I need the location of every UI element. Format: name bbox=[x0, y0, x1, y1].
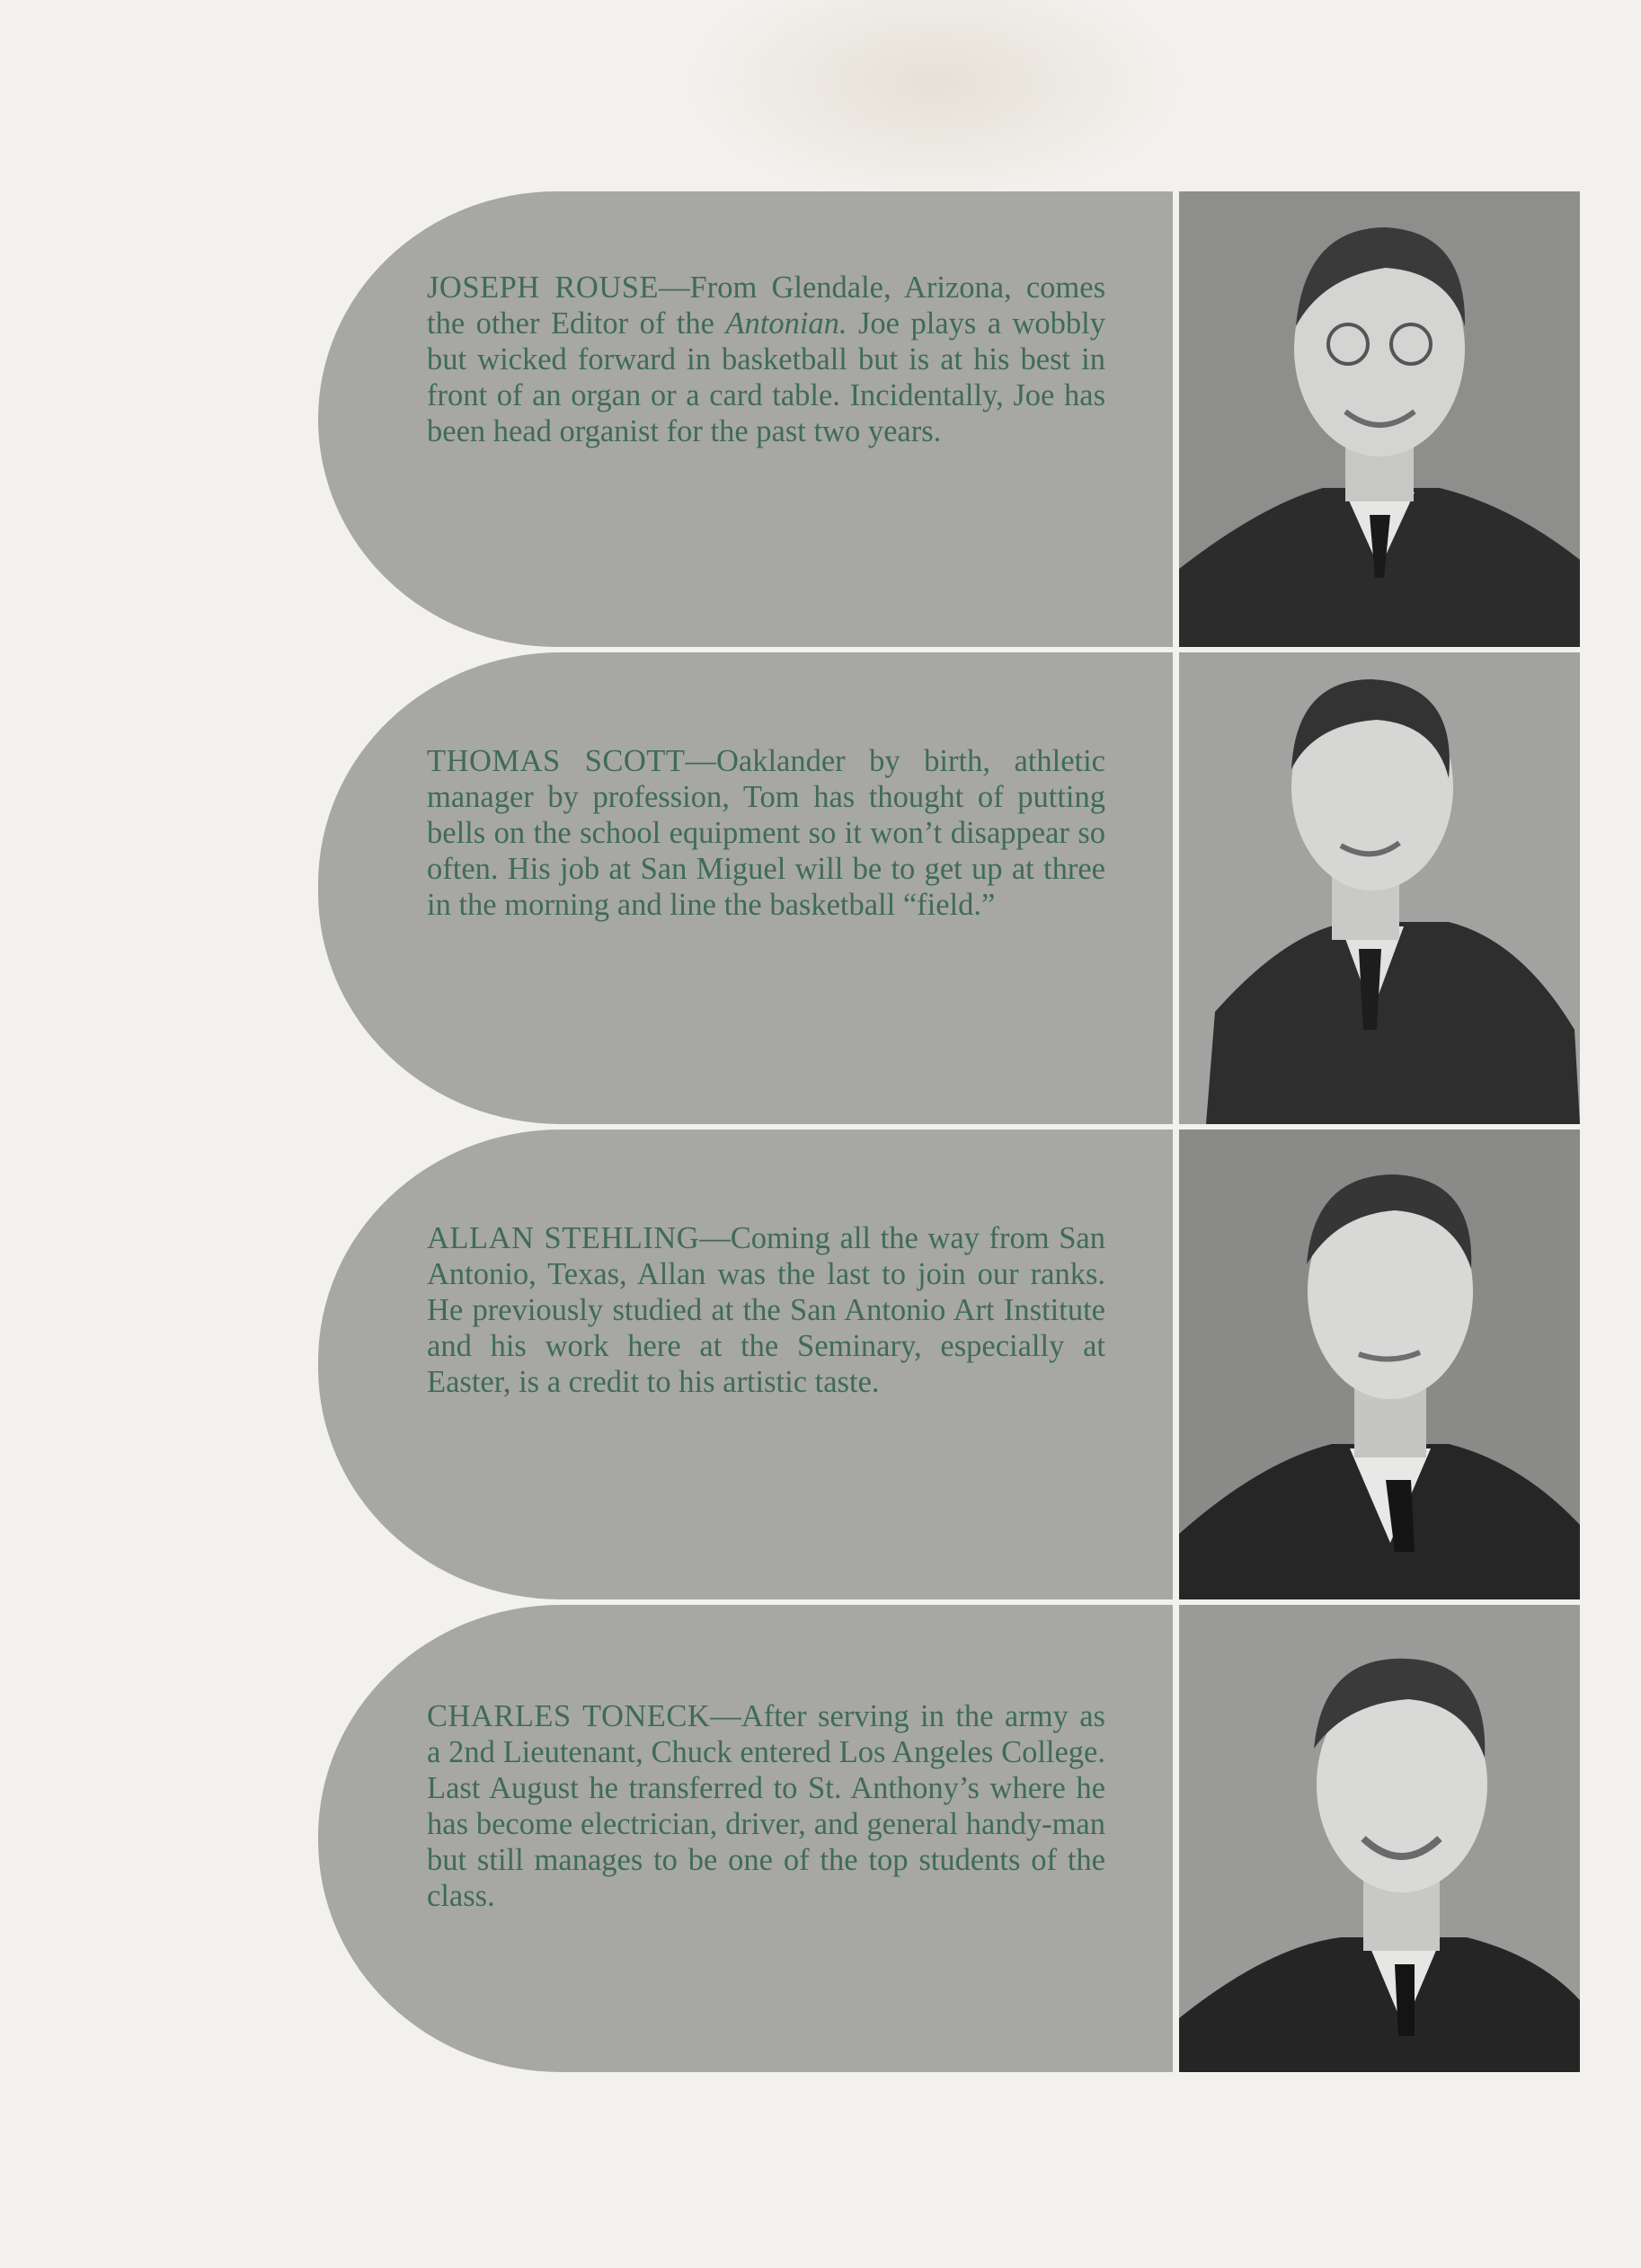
student-name: ALLAN STEHLING bbox=[427, 1221, 700, 1255]
entry-joseph-rouse bbox=[0, 191, 1641, 647]
portrait-photo bbox=[1179, 1605, 1580, 2072]
photo-column-separator bbox=[1173, 191, 1179, 2072]
entry-allan-stehling bbox=[0, 1130, 1641, 1599]
bio-body: —Coming all the way from San Antonio, Texas, Allan was the last to join our ranks. He previously studied at the San Antonio Art Institute and his work here at the Seminary, especially at Easter, is a credit to his artistic taste. bbox=[427, 1221, 1105, 1399]
portrait-photo bbox=[1179, 191, 1580, 647]
bio-body: —From Glendale, Arizona, comes the other Editor of the bbox=[427, 270, 1105, 341]
portrait-image bbox=[1179, 652, 1580, 1124]
bio-body: —Oaklander by birth, athletic manager by profession, Tom has thought of putting bells on the school equipment so it won’t disappear so often. His job at San Miguel will be to get up at three in the morning and line the basketball “field.” bbox=[427, 744, 1105, 922]
entry-charles-toneck bbox=[0, 1605, 1641, 2072]
bio-text bbox=[427, 743, 1105, 923]
portrait-photo bbox=[1179, 652, 1580, 1124]
student-name: JOSEPH ROUSE bbox=[427, 270, 660, 305]
bio-italic: Antonian. bbox=[725, 306, 847, 341]
student-name: THOMAS SCOTT bbox=[427, 744, 686, 778]
bio-text bbox=[427, 1698, 1105, 1914]
bio-text bbox=[427, 270, 1105, 449]
portrait-photo bbox=[1179, 1130, 1580, 1599]
portrait-image bbox=[1179, 191, 1580, 647]
bio-body-end: Joe plays a wobbly but wicked forward in basketball but is at his best in front of an organ or a card table. Incidentally, Joe has been head organist for the past two years. bbox=[427, 306, 1105, 448]
water-stain bbox=[683, 0, 1186, 207]
portrait-image bbox=[1179, 1605, 1580, 2072]
entry-thomas-scott bbox=[0, 652, 1641, 1124]
student-name: CHARLES TONECK bbox=[427, 1699, 711, 1733]
portrait-image bbox=[1179, 1130, 1580, 1599]
bio-text bbox=[427, 1220, 1105, 1400]
bio-body: —After serving in the army as a 2nd Lieutenant, Chuck entered Los Angeles College. Last August he transferred to St. Anthony’s where he has become electrician, driver, and general handy-man but still manages to be one of the top students of the class. bbox=[427, 1699, 1105, 1913]
